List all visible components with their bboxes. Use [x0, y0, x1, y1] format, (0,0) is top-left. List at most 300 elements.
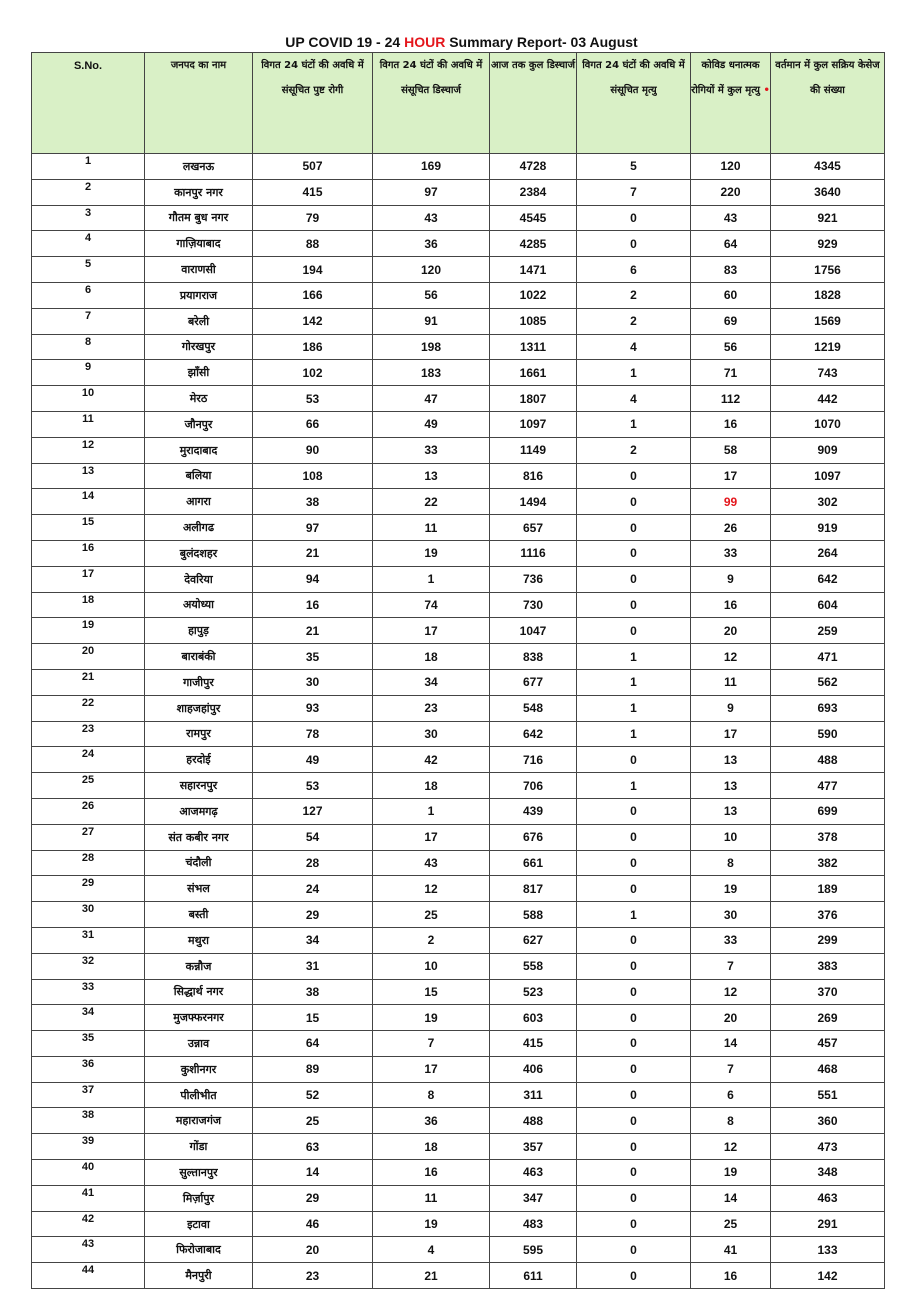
active-cases-cell: 259 [771, 618, 885, 644]
active-cases-cell: 477 [771, 773, 885, 799]
sno-cell: 21 [32, 669, 145, 695]
active-cases-cell: 1756 [771, 257, 885, 283]
header-row [32, 53, 885, 154]
total-discharged-cell: 357 [490, 1134, 577, 1160]
table-row [32, 334, 885, 360]
district-cell: जौनपुर [145, 411, 253, 437]
deaths-24h-cell: 0 [577, 463, 691, 489]
discharged-24h-cell: 19 [373, 540, 490, 566]
active-cases-cell: 269 [771, 1005, 885, 1031]
table-row [32, 282, 885, 308]
new-confirmed-cell: 90 [253, 437, 373, 463]
sno-cell: 22 [32, 695, 145, 721]
deaths-24h-cell: 6 [577, 257, 691, 283]
district-cell: बलिया [145, 463, 253, 489]
total-deaths-cell: 9 [691, 566, 771, 592]
new-confirmed-cell: 16 [253, 592, 373, 618]
district-cell: मथुरा [145, 927, 253, 953]
active-cases-cell: 1569 [771, 308, 885, 334]
deaths-24h-cell: 0 [577, 876, 691, 902]
sno-cell: 15 [32, 515, 145, 541]
new-confirmed-cell: 24 [253, 876, 373, 902]
discharged-24h-cell: 47 [373, 386, 490, 412]
total-deaths-cell: 8 [691, 1108, 771, 1134]
table-row [32, 927, 885, 953]
total-deaths-cell: 56 [691, 334, 771, 360]
active-cases-cell: 291 [771, 1211, 885, 1237]
active-cases-cell: 929 [771, 231, 885, 257]
new-confirmed-cell: 88 [253, 231, 373, 257]
total-discharged-cell: 558 [490, 953, 577, 979]
total-deaths-cell: 13 [691, 773, 771, 799]
discharged-24h-cell: 74 [373, 592, 490, 618]
deaths-24h-cell: 0 [577, 1185, 691, 1211]
new-confirmed-cell: 25 [253, 1108, 373, 1134]
discharged-24h-cell: 34 [373, 669, 490, 695]
sno-cell: 23 [32, 721, 145, 747]
header-district-name: जनपद का नाम [145, 53, 253, 154]
district-cell: शाहजहांपुर [145, 695, 253, 721]
table-row [32, 515, 885, 541]
table-row [32, 1134, 885, 1160]
sno-cell: 2 [32, 179, 145, 205]
district-cell: गौतम बुध नगर [145, 205, 253, 231]
table-row [32, 1031, 885, 1057]
discharged-24h-cell: 19 [373, 1211, 490, 1237]
total-discharged-cell: 488 [490, 1108, 577, 1134]
discharged-24h-cell: 169 [373, 154, 490, 180]
discharged-24h-cell: 25 [373, 902, 490, 928]
total-deaths-cell: 6 [691, 1082, 771, 1108]
total-deaths-cell: 20 [691, 1005, 771, 1031]
district-cell: संत कबीर नगर [145, 824, 253, 850]
header-new-confirmed-24h: विगत 24 घंटों की अवधि में संसूचित पुष्ट रोगी [253, 53, 373, 154]
table-row [32, 644, 885, 670]
discharged-24h-cell: 11 [373, 1185, 490, 1211]
new-confirmed-cell: 30 [253, 669, 373, 695]
discharged-24h-cell: 36 [373, 231, 490, 257]
sno-cell: 37 [32, 1082, 145, 1108]
deaths-24h-cell: 1 [577, 721, 691, 747]
sno-cell: 32 [32, 953, 145, 979]
discharged-24h-cell: 17 [373, 824, 490, 850]
deaths-24h-cell: 0 [577, 953, 691, 979]
active-cases-cell: 189 [771, 876, 885, 902]
district-cell: लखनऊ [145, 154, 253, 180]
death-note-mark: • [763, 85, 770, 96]
discharged-24h-cell: 30 [373, 721, 490, 747]
table-row [32, 592, 885, 618]
deaths-24h-cell: 0 [577, 979, 691, 1005]
district-cell: आगरा [145, 489, 253, 515]
total-discharged-cell: 588 [490, 902, 577, 928]
total-deaths-cell: 12 [691, 979, 771, 1005]
discharged-24h-cell: 19 [373, 1005, 490, 1031]
sno-cell: 30 [32, 902, 145, 928]
active-cases-cell: 376 [771, 902, 885, 928]
sno-cell: 29 [32, 876, 145, 902]
sno-cell: 12 [32, 437, 145, 463]
deaths-24h-cell: 0 [577, 489, 691, 515]
sno-cell: 5 [32, 257, 145, 283]
total-deaths-cell: 17 [691, 463, 771, 489]
total-discharged-cell: 611 [490, 1263, 577, 1289]
active-cases-cell: 1828 [771, 282, 885, 308]
total-deaths-cell: 17 [691, 721, 771, 747]
sno-cell: 34 [32, 1005, 145, 1031]
active-cases-cell: 299 [771, 927, 885, 953]
deaths-24h-cell: 0 [577, 824, 691, 850]
deaths-24h-cell: 0 [577, 1160, 691, 1186]
total-discharged-cell: 676 [490, 824, 577, 850]
deaths-24h-cell: 0 [577, 1134, 691, 1160]
table-row [32, 463, 885, 489]
new-confirmed-cell: 186 [253, 334, 373, 360]
new-confirmed-cell: 35 [253, 644, 373, 670]
total-discharged-cell: 2384 [490, 179, 577, 205]
new-confirmed-cell: 49 [253, 747, 373, 773]
total-discharged-cell: 463 [490, 1160, 577, 1186]
discharged-24h-cell: 11 [373, 515, 490, 541]
new-confirmed-cell: 89 [253, 1056, 373, 1082]
active-cases-cell: 604 [771, 592, 885, 618]
sno-cell: 43 [32, 1237, 145, 1263]
active-cases-cell: 302 [771, 489, 885, 515]
report-title [0, 33, 923, 51]
district-cell: पीलीभीत [145, 1082, 253, 1108]
total-discharged-cell: 817 [490, 876, 577, 902]
table-row [32, 953, 885, 979]
total-deaths-cell: 33 [691, 927, 771, 953]
discharged-24h-cell: 12 [373, 876, 490, 902]
new-confirmed-cell: 46 [253, 1211, 373, 1237]
total-deaths-cell: 16 [691, 592, 771, 618]
district-cell: अयोध्या [145, 592, 253, 618]
total-discharged-cell: 706 [490, 773, 577, 799]
active-cases-cell: 370 [771, 979, 885, 1005]
sno-cell: 31 [32, 927, 145, 953]
total-deaths-cell: 43 [691, 205, 771, 231]
sno-cell: 18 [32, 592, 145, 618]
total-discharged-cell: 642 [490, 721, 577, 747]
discharged-24h-cell: 1 [373, 798, 490, 824]
district-cell: हरदोई [145, 747, 253, 773]
sno-cell: 6 [32, 282, 145, 308]
sno-cell: 24 [32, 747, 145, 773]
table-row [32, 850, 885, 876]
total-discharged-cell: 1494 [490, 489, 577, 515]
sno-cell: 28 [32, 850, 145, 876]
active-cases-cell: 457 [771, 1031, 885, 1057]
total-discharged-cell: 730 [490, 592, 577, 618]
total-discharged-cell: 603 [490, 1005, 577, 1031]
table-row [32, 231, 885, 257]
deaths-24h-cell: 1 [577, 773, 691, 799]
deaths-24h-cell: 2 [577, 437, 691, 463]
deaths-24h-cell: 0 [577, 231, 691, 257]
active-cases-cell: 562 [771, 669, 885, 695]
new-confirmed-cell: 38 [253, 979, 373, 1005]
new-confirmed-cell: 20 [253, 1237, 373, 1263]
discharged-24h-cell: 8 [373, 1082, 490, 1108]
total-deaths-cell: 8 [691, 850, 771, 876]
district-cell: उन्नाव [145, 1031, 253, 1057]
deaths-24h-cell: 0 [577, 1082, 691, 1108]
deaths-24h-cell: 1 [577, 644, 691, 670]
total-discharged-cell: 716 [490, 747, 577, 773]
new-confirmed-cell: 127 [253, 798, 373, 824]
total-deaths-cell: 20 [691, 618, 771, 644]
table-row [32, 1005, 885, 1031]
sno-cell: 38 [32, 1108, 145, 1134]
header-total-deaths-label: कोविड धनात्मक रोगियों में कुल मृत्यु [691, 60, 760, 96]
new-confirmed-cell: 54 [253, 824, 373, 850]
total-deaths-cell: 58 [691, 437, 771, 463]
total-deaths-cell: 71 [691, 360, 771, 386]
discharged-24h-cell: 21 [373, 1263, 490, 1289]
header-sno: S.No. [32, 53, 145, 154]
total-discharged-cell: 816 [490, 463, 577, 489]
table-row [32, 1160, 885, 1186]
deaths-24h-cell: 0 [577, 1056, 691, 1082]
total-discharged-cell: 523 [490, 979, 577, 1005]
table-row [32, 798, 885, 824]
active-cases-cell: 921 [771, 205, 885, 231]
district-cell: गोंडा [145, 1134, 253, 1160]
district-cell: बुलंदशहर [145, 540, 253, 566]
new-confirmed-cell: 15 [253, 1005, 373, 1031]
table-row [32, 824, 885, 850]
deaths-24h-cell: 0 [577, 592, 691, 618]
total-discharged-cell: 627 [490, 927, 577, 953]
total-deaths-cell: 112 [691, 386, 771, 412]
header-total-deaths [691, 53, 771, 154]
total-discharged-cell: 838 [490, 644, 577, 670]
discharged-24h-cell: 120 [373, 257, 490, 283]
district-cell: अलीगढ [145, 515, 253, 541]
total-deaths-cell: 10 [691, 824, 771, 850]
active-cases-cell: 488 [771, 747, 885, 773]
total-discharged-cell: 406 [490, 1056, 577, 1082]
new-confirmed-cell: 31 [253, 953, 373, 979]
district-cell: मेरठ [145, 386, 253, 412]
active-cases-cell: 471 [771, 644, 885, 670]
total-discharged-cell: 415 [490, 1031, 577, 1057]
discharged-24h-cell: 18 [373, 1134, 490, 1160]
new-confirmed-cell: 79 [253, 205, 373, 231]
district-cell: इटावा [145, 1211, 253, 1237]
sno-cell: 36 [32, 1056, 145, 1082]
active-cases-cell: 909 [771, 437, 885, 463]
discharged-24h-cell: 97 [373, 179, 490, 205]
new-confirmed-cell: 38 [253, 489, 373, 515]
table-row [32, 205, 885, 231]
new-confirmed-cell: 415 [253, 179, 373, 205]
district-cell: वाराणसी [145, 257, 253, 283]
table-row [32, 721, 885, 747]
district-cell: रामपुर [145, 721, 253, 747]
discharged-24h-cell: 43 [373, 850, 490, 876]
deaths-24h-cell: 1 [577, 669, 691, 695]
new-confirmed-cell: 64 [253, 1031, 373, 1057]
district-cell: मुरादाबाद [145, 437, 253, 463]
discharged-24h-cell: 1 [373, 566, 490, 592]
sno-cell: 27 [32, 824, 145, 850]
discharged-24h-cell: 36 [373, 1108, 490, 1134]
sno-cell: 7 [32, 308, 145, 334]
district-cell: फिरोजाबाद [145, 1237, 253, 1263]
new-confirmed-cell: 23 [253, 1263, 373, 1289]
active-cases-cell: 743 [771, 360, 885, 386]
table-row [32, 1185, 885, 1211]
total-deaths-cell: 13 [691, 798, 771, 824]
deaths-24h-cell: 1 [577, 902, 691, 928]
discharged-24h-cell: 17 [373, 618, 490, 644]
deaths-24h-cell: 4 [577, 334, 691, 360]
table-row [32, 411, 885, 437]
total-discharged-cell: 1047 [490, 618, 577, 644]
active-cases-cell: 378 [771, 824, 885, 850]
sno-cell: 3 [32, 205, 145, 231]
title-hour-highlight: HOUR [404, 34, 446, 50]
active-cases-cell: 383 [771, 953, 885, 979]
deaths-24h-cell: 0 [577, 1263, 691, 1289]
new-confirmed-cell: 78 [253, 721, 373, 747]
header-discharged-24h: विगत 24 घंटों की अवधि में संसूचित डिस्चार्ज [373, 53, 490, 154]
active-cases-cell: 382 [771, 850, 885, 876]
active-cases-cell: 3640 [771, 179, 885, 205]
total-deaths-cell: 12 [691, 1134, 771, 1160]
total-deaths-cell: 16 [691, 1263, 771, 1289]
table-row [32, 695, 885, 721]
sno-cell: 26 [32, 798, 145, 824]
total-discharged-cell: 595 [490, 1237, 577, 1263]
active-cases-cell: 4345 [771, 154, 885, 180]
title-part-1: UP COVID 19 - 24 [285, 34, 405, 50]
total-discharged-cell: 677 [490, 669, 577, 695]
table-row [32, 360, 885, 386]
sno-cell: 17 [32, 566, 145, 592]
deaths-24h-cell: 2 [577, 308, 691, 334]
active-cases-cell: 693 [771, 695, 885, 721]
sno-cell: 8 [32, 334, 145, 360]
total-discharged-cell: 483 [490, 1211, 577, 1237]
discharged-24h-cell: 4 [373, 1237, 490, 1263]
sno-cell: 11 [32, 411, 145, 437]
district-cell: बरेली [145, 308, 253, 334]
new-confirmed-cell: 194 [253, 257, 373, 283]
total-deaths-cell: 19 [691, 876, 771, 902]
district-cell: सहारनपुर [145, 773, 253, 799]
deaths-24h-cell: 0 [577, 798, 691, 824]
district-cell: प्रयागराज [145, 282, 253, 308]
district-cell: कानपुर नगर [145, 179, 253, 205]
new-confirmed-cell: 52 [253, 1082, 373, 1108]
district-cell: मिर्ज़ापुर [145, 1185, 253, 1211]
total-deaths-cell: 7 [691, 953, 771, 979]
new-confirmed-cell: 29 [253, 902, 373, 928]
new-confirmed-cell: 66 [253, 411, 373, 437]
total-deaths-cell: 120 [691, 154, 771, 180]
table-row [32, 1108, 885, 1134]
sno-cell: 40 [32, 1160, 145, 1186]
sno-cell: 25 [32, 773, 145, 799]
district-cell: चंदौली [145, 850, 253, 876]
table-row [32, 437, 885, 463]
total-discharged-cell: 1116 [490, 540, 577, 566]
discharged-24h-cell: 17 [373, 1056, 490, 1082]
sno-cell: 13 [32, 463, 145, 489]
district-cell: मैनपुरी [145, 1263, 253, 1289]
active-cases-cell: 348 [771, 1160, 885, 1186]
active-cases-cell: 142 [771, 1263, 885, 1289]
total-deaths-cell: 33 [691, 540, 771, 566]
new-confirmed-cell: 142 [253, 308, 373, 334]
discharged-24h-cell: 183 [373, 360, 490, 386]
sno-cell: 42 [32, 1211, 145, 1237]
total-deaths-cell: 19 [691, 1160, 771, 1186]
total-deaths-cell: 41 [691, 1237, 771, 1263]
total-deaths-cell: 16 [691, 411, 771, 437]
total-discharged-cell: 1807 [490, 386, 577, 412]
deaths-24h-cell: 0 [577, 566, 691, 592]
total-deaths-cell: 25 [691, 1211, 771, 1237]
sno-cell: 10 [32, 386, 145, 412]
active-cases-cell: 642 [771, 566, 885, 592]
total-deaths-cell: 7 [691, 1056, 771, 1082]
total-discharged-cell: 1149 [490, 437, 577, 463]
deaths-24h-cell: 0 [577, 515, 691, 541]
active-cases-cell: 468 [771, 1056, 885, 1082]
discharged-24h-cell: 198 [373, 334, 490, 360]
sno-cell: 33 [32, 979, 145, 1005]
discharged-24h-cell: 18 [373, 644, 490, 670]
table-row [32, 154, 885, 180]
new-confirmed-cell: 34 [253, 927, 373, 953]
total-discharged-cell: 347 [490, 1185, 577, 1211]
total-deaths-cell: 99 [691, 489, 771, 515]
table-row [32, 257, 885, 283]
discharged-24h-cell: 42 [373, 747, 490, 773]
active-cases-cell: 699 [771, 798, 885, 824]
deaths-24h-cell: 0 [577, 618, 691, 644]
total-deaths-cell: 9 [691, 695, 771, 721]
total-discharged-cell: 1085 [490, 308, 577, 334]
new-confirmed-cell: 21 [253, 618, 373, 644]
active-cases-cell: 133 [771, 1237, 885, 1263]
new-confirmed-cell: 14 [253, 1160, 373, 1186]
discharged-24h-cell: 15 [373, 979, 490, 1005]
deaths-24h-cell: 0 [577, 850, 691, 876]
district-cell: गाजीपुर [145, 669, 253, 695]
table-header [32, 53, 885, 154]
table-row [32, 979, 885, 1005]
total-discharged-cell: 439 [490, 798, 577, 824]
new-confirmed-cell: 29 [253, 1185, 373, 1211]
active-cases-cell: 264 [771, 540, 885, 566]
table-row [32, 1211, 885, 1237]
table-row [32, 618, 885, 644]
header-deaths-24h: विगत 24 घंटों की अवधि में संसूचित मृत्यु [577, 53, 691, 154]
table-row [32, 1237, 885, 1263]
total-deaths-cell: 60 [691, 282, 771, 308]
sno-cell: 35 [32, 1031, 145, 1057]
new-confirmed-cell: 28 [253, 850, 373, 876]
deaths-24h-cell: 0 [577, 540, 691, 566]
district-cell: हापुड़ [145, 618, 253, 644]
active-cases-cell: 473 [771, 1134, 885, 1160]
total-deaths-cell: 64 [691, 231, 771, 257]
